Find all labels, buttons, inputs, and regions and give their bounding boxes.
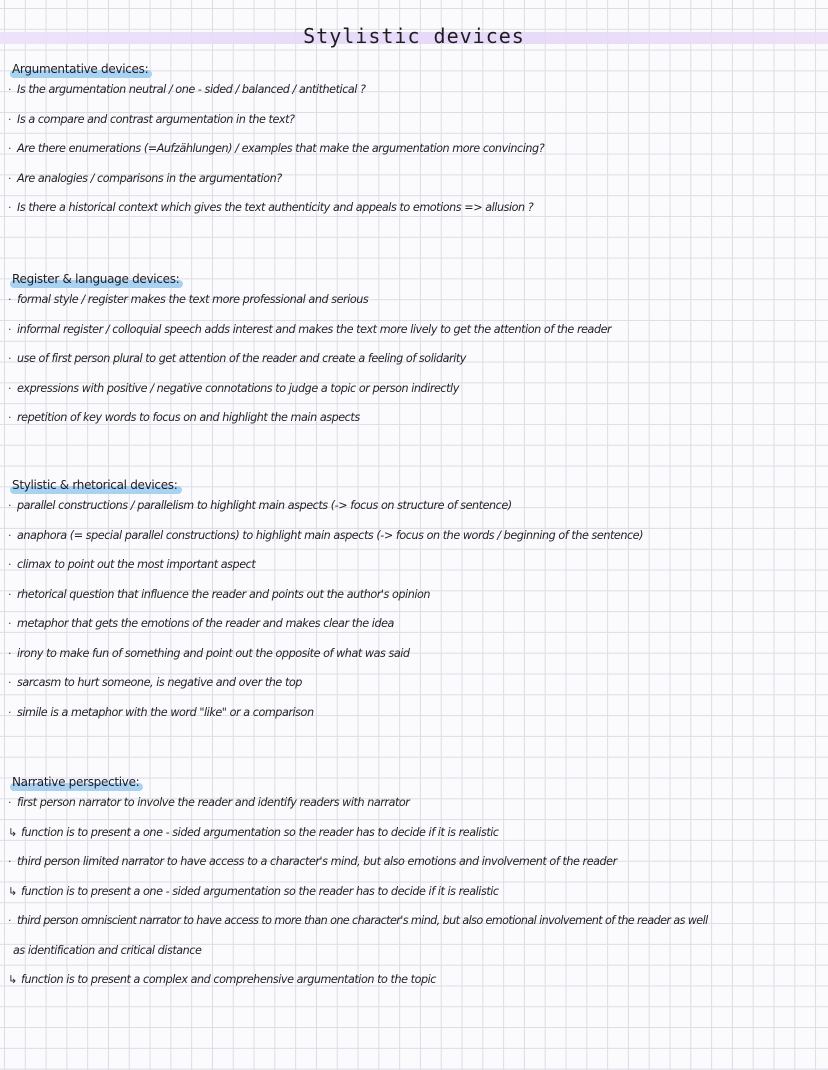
list-item: · first person narrator to involve the reader and identify readers with narrator	[8, 796, 410, 810]
list-item: · repetition of key words to focus on and highlight the main aspects	[8, 411, 360, 425]
list-item: · Is a compare and contrast argumentation in the text?	[8, 112, 295, 126]
list-item: · irony to make fun of something and point out the opposite of what was said	[8, 646, 410, 660]
list-item: · parallel constructions / parallelism to highlight main aspects (-> focus on structure of sentence)	[8, 499, 512, 513]
bullet-dot: ·	[8, 646, 12, 660]
bullet-dot: ·	[8, 855, 12, 869]
bullet-dot: ·	[8, 171, 12, 185]
section-heading: Narrative perspective:	[10, 775, 143, 789]
bullet-dot: ·	[8, 914, 12, 928]
list-item: · anaphora (= special parallel constructions) to highlight main aspects (-> focus on the words / beginning of the sentence)	[8, 528, 644, 542]
bullet-dot: ·	[8, 322, 12, 336]
bullet-dot: ·	[8, 142, 12, 156]
list-item: · climax to point out the most important aspect	[8, 558, 256, 572]
list-item: · third person limited narrator to have access to a character's mind, but also emotions and involvement of the reader	[8, 855, 617, 869]
list-item-continuation: as identification and critical distance	[13, 943, 202, 957]
bullet-dot: ·	[8, 381, 12, 395]
list-item: · Are analogies / comparisons in the argumentation?	[8, 171, 282, 185]
arrow-return-icon: ↳	[8, 973, 17, 987]
bullet-dot: ·	[8, 558, 12, 572]
section-register-language-devices	[8, 268, 823, 433]
list-item: · metaphor that gets the emotions of the reader and makes clear the idea	[8, 617, 394, 631]
bullet-dot: ·	[8, 617, 12, 631]
bullet-dot: ·	[8, 587, 12, 601]
section-heading: Stylistic & rhetorical devices:	[10, 478, 182, 492]
list-item: · use of first person plural to get attention of the reader and create a feeling of solidarity	[8, 352, 466, 366]
list-item: ↳ function is to present a complex and comprehensive argumentation to the topic	[8, 973, 436, 987]
bullet-dot: ·	[8, 83, 12, 97]
bullet-dot: ·	[8, 499, 12, 513]
list-item: · rhetorical question that influence the reader and points out the author's opinion	[8, 587, 431, 601]
list-item: · simile is a metaphor with the word "like" or a comparison	[8, 705, 314, 719]
list-item: · Is there a historical context which gives the text authenticity and appeals to emotions => allusion ?	[8, 201, 534, 215]
bullet-dot: ·	[8, 411, 12, 425]
list-item: · informal register / colloquial speech adds interest and makes the text more lively to get the attention of the reader	[8, 322, 612, 336]
arrow-return-icon: ↳	[8, 884, 17, 898]
bullet-dot: ·	[8, 112, 12, 126]
list-item: · third person omniscient narrator to have access to more than one character's mind, but also emotional involvement of the reader as well	[8, 914, 708, 928]
list-item: ↳ function is to present a one - sided argumentation so the reader has to decide if it is realistic	[8, 884, 499, 898]
list-item: · sarcasm to hurt someone, is negative and over the top	[8, 676, 302, 690]
list-item: · formal style / register makes the text more professional and serious	[8, 293, 369, 307]
section-heading: Argumentative devices:	[10, 62, 152, 76]
bullet-dot: ·	[8, 293, 12, 307]
bullet-dot: ·	[8, 705, 12, 719]
page-title: Stylistic devices	[303, 24, 525, 48]
bullet-dot: ·	[8, 796, 12, 810]
list-item: · Are there enumerations (=Aufzählungen) / examples that make the argumentation more convincing?	[8, 142, 545, 156]
arrow-return-icon: ↳	[8, 825, 17, 839]
bullet-dot: ·	[8, 676, 12, 690]
section-argumentative-devices	[8, 58, 823, 223]
section-narrative-perspective	[8, 771, 823, 995]
bullet-dot: ·	[8, 352, 12, 366]
bullet-dot: ·	[8, 201, 12, 215]
section-stylistic-rhetorical-devices	[8, 474, 823, 727]
section-heading: Register & language devices:	[10, 272, 183, 286]
list-item: · expressions with positive / negative connotations to judge a topic or person indirectly	[8, 381, 459, 395]
list-item: ↳ function is to present a one - sided argumentation so the reader has to decide if it is realistic	[8, 825, 499, 839]
bullet-dot: ·	[8, 528, 12, 542]
list-item: · Is the argumentation neutral / one - sided / balanced / antithetical ?	[8, 83, 366, 97]
